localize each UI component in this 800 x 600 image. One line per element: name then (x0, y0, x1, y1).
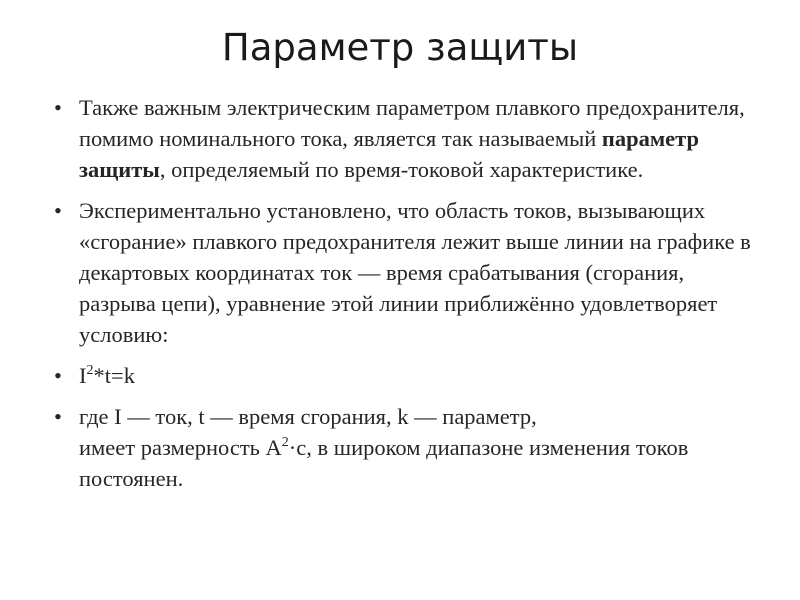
bullet-text: Также важным электрическим параметром плавкого предохранителя, помимо номинального тока, является так называемый (79, 95, 745, 151)
formula-exponent: 2 (86, 363, 94, 378)
bullet-text: где I — ток, t — время сгорания, k — параметр, (79, 404, 537, 429)
slide-title: Параметр защиты (221, 26, 579, 69)
bullet-icon: • (54, 363, 62, 388)
bullet-item (54, 92, 754, 185)
bullet-bold-term: параметр защиты (79, 126, 700, 182)
formula-base: I (79, 363, 87, 388)
bullet-item (54, 195, 754, 350)
bullet-text: ·с, в широком диапазоне изменения токов постоянен. (79, 435, 689, 491)
bullet-item (54, 401, 754, 494)
bullet-icon: • (54, 95, 62, 120)
formula (79, 363, 135, 388)
bullet-list (54, 92, 754, 504)
bullet-icon: • (54, 198, 62, 223)
bullet-item (54, 360, 754, 391)
formula-rest: *t=k (93, 363, 135, 388)
bullet-icon: • (54, 404, 62, 429)
bullet-text: Экспериментально установлено, что область токов, вызывающих «сгорание» плавкого предохранителя лежит выше линии на графике в декартовых координатах ток — время срабатывания (сгорания, разрыва цепи), уравнение этой линии приближённо удовлетворяет условию: (79, 198, 751, 347)
bullet-text: , определяемый по время-токовой характеристике. (159, 157, 644, 182)
unit-exponent: 2 (281, 435, 289, 450)
bullet-text: имеет размерность А (79, 435, 282, 460)
